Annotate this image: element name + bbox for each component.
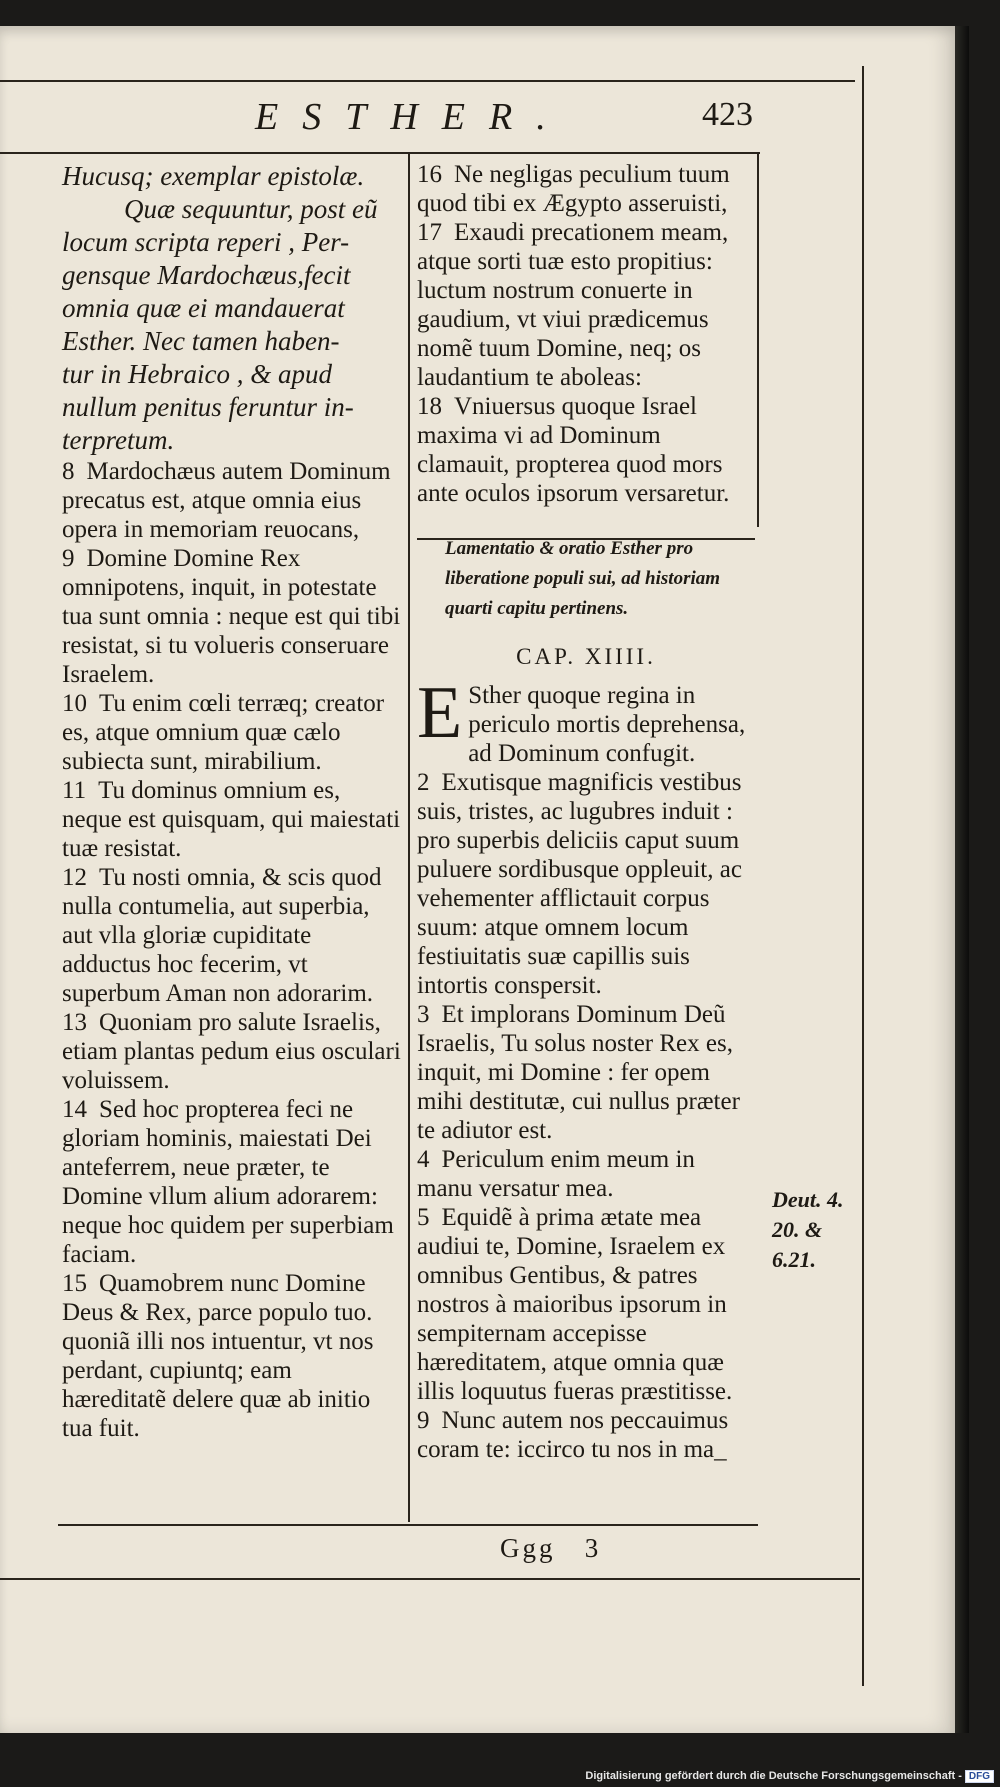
verse: [62, 1008, 402, 1095]
right-border-rule: [862, 66, 864, 1686]
verse-number: 11: [62, 777, 87, 804]
chapter-summary: Lamentatio & oratio Esther pro liberatione populi sui, ad historiam quarti capitu pertinens.: [445, 538, 721, 619]
verse-text: Tu enim cœli terræq; creator es, atque omnium quæ cælo subiecta sunt, mirabilium.: [62, 690, 385, 775]
margin-note-line: Deut. 4.: [772, 1187, 844, 1212]
verse: [62, 1095, 402, 1269]
italic-line: omnia quæ ei mandauerat: [62, 293, 345, 323]
verse-number: 5: [417, 1204, 430, 1231]
verse-number: 3: [417, 1001, 430, 1028]
top-rule: [0, 80, 855, 82]
verse: [417, 1000, 755, 1145]
signature-mark: Ggg 3: [500, 1533, 602, 1563]
opening-text: Sther quoque regina in periculo mortis deprehensa, ad Dominum confugit.: [468, 682, 746, 767]
italic-line: Quæ sequuntur, post eũ: [124, 194, 378, 224]
verse: [417, 218, 755, 392]
verse-text: Domine Domine Rex omnipotens, inquit, in potestate tua sunt omnia : neque est qui tibi resistat, si tu volueris conseruare Israelem.: [62, 545, 401, 688]
right-column-edge-rule: [757, 154, 759, 527]
italic-line: gensque Mardochæus,fecit: [62, 260, 351, 290]
verse-text: Periculum enim meum in manu versatur mea.: [417, 1146, 695, 1202]
verse-number: 17: [417, 219, 442, 246]
verse-text: Tu dominus omnium es, neque est quisquam, qui maiestati tuæ resistat.: [62, 777, 401, 862]
italic-line: Esther. Nec tamen haben-: [62, 326, 340, 356]
verse: [417, 1406, 755, 1464]
verse: [62, 1269, 402, 1443]
footer-rule: [0, 1578, 860, 1580]
verse-number: 4: [417, 1146, 430, 1173]
margin-note-line: 6.21.: [772, 1247, 816, 1272]
italic-line: locum scripta reperi , Per-: [62, 227, 350, 257]
credit-text: Digitalisierung gefördert durch die Deutsche Forschungsgemeinschaft -: [585, 1770, 962, 1782]
verse-number: 13: [62, 1009, 87, 1036]
chapter-opening: [417, 672, 755, 768]
header-rule: [0, 152, 760, 154]
verse-text: Nunc autem nos peccauimus coram te: iccirco tu nos in ma_: [417, 1407, 729, 1463]
verse-text: Exutisque magnificis vestibus suis, tristes, ac lugubres induit : pro superbis deliciis caput suum puluere sordibusque oppleuit, ac vehementer afflictauit corpus suum: atque omnem locum festiuitatis suæ capillis suis intortis conspersit.: [417, 769, 742, 999]
verse: [417, 160, 755, 218]
left-column: [62, 160, 402, 1443]
page-number: 423: [702, 96, 753, 133]
verse-text: Exaudi precationem meam, atque sorti tuæ esto propitius: luctum nostrum conuerte in gaudium, vt viui prædicemus nomẽ tuum Domine, neq; os laudantium te aboleas:: [417, 219, 729, 391]
verse: [417, 768, 755, 1000]
verse-number: 18: [417, 393, 442, 420]
italic-line: tur in Hebraico , & apud: [62, 359, 332, 389]
verse-number: 15: [62, 1270, 87, 1297]
verse-text: Quoniam pro salute Israelis, etiam plantas pedum eius osculari voluissem.: [62, 1009, 401, 1094]
verse-text: Equidẽ à prima ætate mea audiui te, Domine, Israelem ex omnibus Gentibus, & patres nostros à maioribus ipsorum in sempiternam accepisse hæreditatem, atque omnia quæ illis loquutus fueras præstitisse.: [417, 1204, 733, 1405]
bottom-rule: [58, 1524, 758, 1526]
verse-number: 12: [62, 864, 87, 891]
running-head-title: ESTHER.: [255, 96, 570, 138]
italic-line: Hucusq; exemplar epistolæ.: [62, 161, 365, 191]
column-divider: [408, 154, 410, 1522]
verse: [62, 544, 402, 689]
verse-number: 9: [417, 1407, 430, 1434]
verse-number: 14: [62, 1096, 87, 1123]
verse: [62, 863, 402, 1008]
verse-number: 2: [417, 769, 430, 796]
verse: [62, 776, 402, 863]
verse-text: Quamobrem nunc Domine Deus & Rex, parce populo tuo. quoniã illi nos intuentur, vt nos perdant, cupiuntq; eam hæreditatẽ delere quæ ab initio tua fuit.: [62, 1270, 374, 1442]
verse-text: Vniuersus quoque Israel maxima vi ad Dominum clamauit, propterea quod mors ante oculos ipsorum versaretur.: [417, 393, 730, 507]
marginal-reference: [772, 1185, 892, 1275]
verse: [417, 392, 755, 508]
verse-text: Sed hoc propterea feci ne gloriam hominis, maiestati Dei anteferrem, neue præter, te Domine vllum alium adorarem: neque hoc quidem per superbiam faciam.: [62, 1096, 394, 1268]
verse-number: 16: [417, 161, 442, 188]
page-edge-shadow: [955, 26, 969, 1733]
right-column: [417, 160, 755, 1464]
verse: [62, 457, 402, 544]
verse-number: 8: [62, 458, 75, 485]
verse-text: Et implorans Dominum Deũ Israelis, Tu solus noster Rex es, inquit, mi Domine : fer opem mihi destitutæ, cui nullus præter te adiutor est.: [417, 1001, 740, 1144]
verse-text: Mardochæus autem Dominum precatus est, atque omnia eius opera in memoriam reuocans,: [62, 458, 391, 543]
drop-cap: E: [417, 672, 463, 754]
epistle-note: [62, 160, 402, 457]
digitization-credit: [585, 1770, 994, 1783]
margin-note-line: 20. &: [772, 1217, 823, 1242]
italic-line: nullum penitus feruntur in-: [62, 392, 354, 422]
verse-text: Tu nosti omnia, & scis quod nulla contumelia, aut superbia, aut vlla gloriæ cupiditate adductus hoc fecerim, vt superbum Aman non adorarim.: [62, 864, 382, 1007]
italic-line: terpretum.: [62, 425, 175, 455]
verse: [417, 1203, 755, 1406]
dfg-logo: DFG: [965, 1770, 994, 1783]
verse-number: 10: [62, 690, 87, 717]
verse: [62, 689, 402, 776]
verse-text: Ne negligas peculium tuum quod tibi ex Ægypto asseruisti,: [417, 161, 730, 217]
verse: [417, 1145, 755, 1203]
chapter-heading: CAP. XIIII.: [516, 644, 656, 669]
verse-number: 9: [62, 545, 75, 572]
